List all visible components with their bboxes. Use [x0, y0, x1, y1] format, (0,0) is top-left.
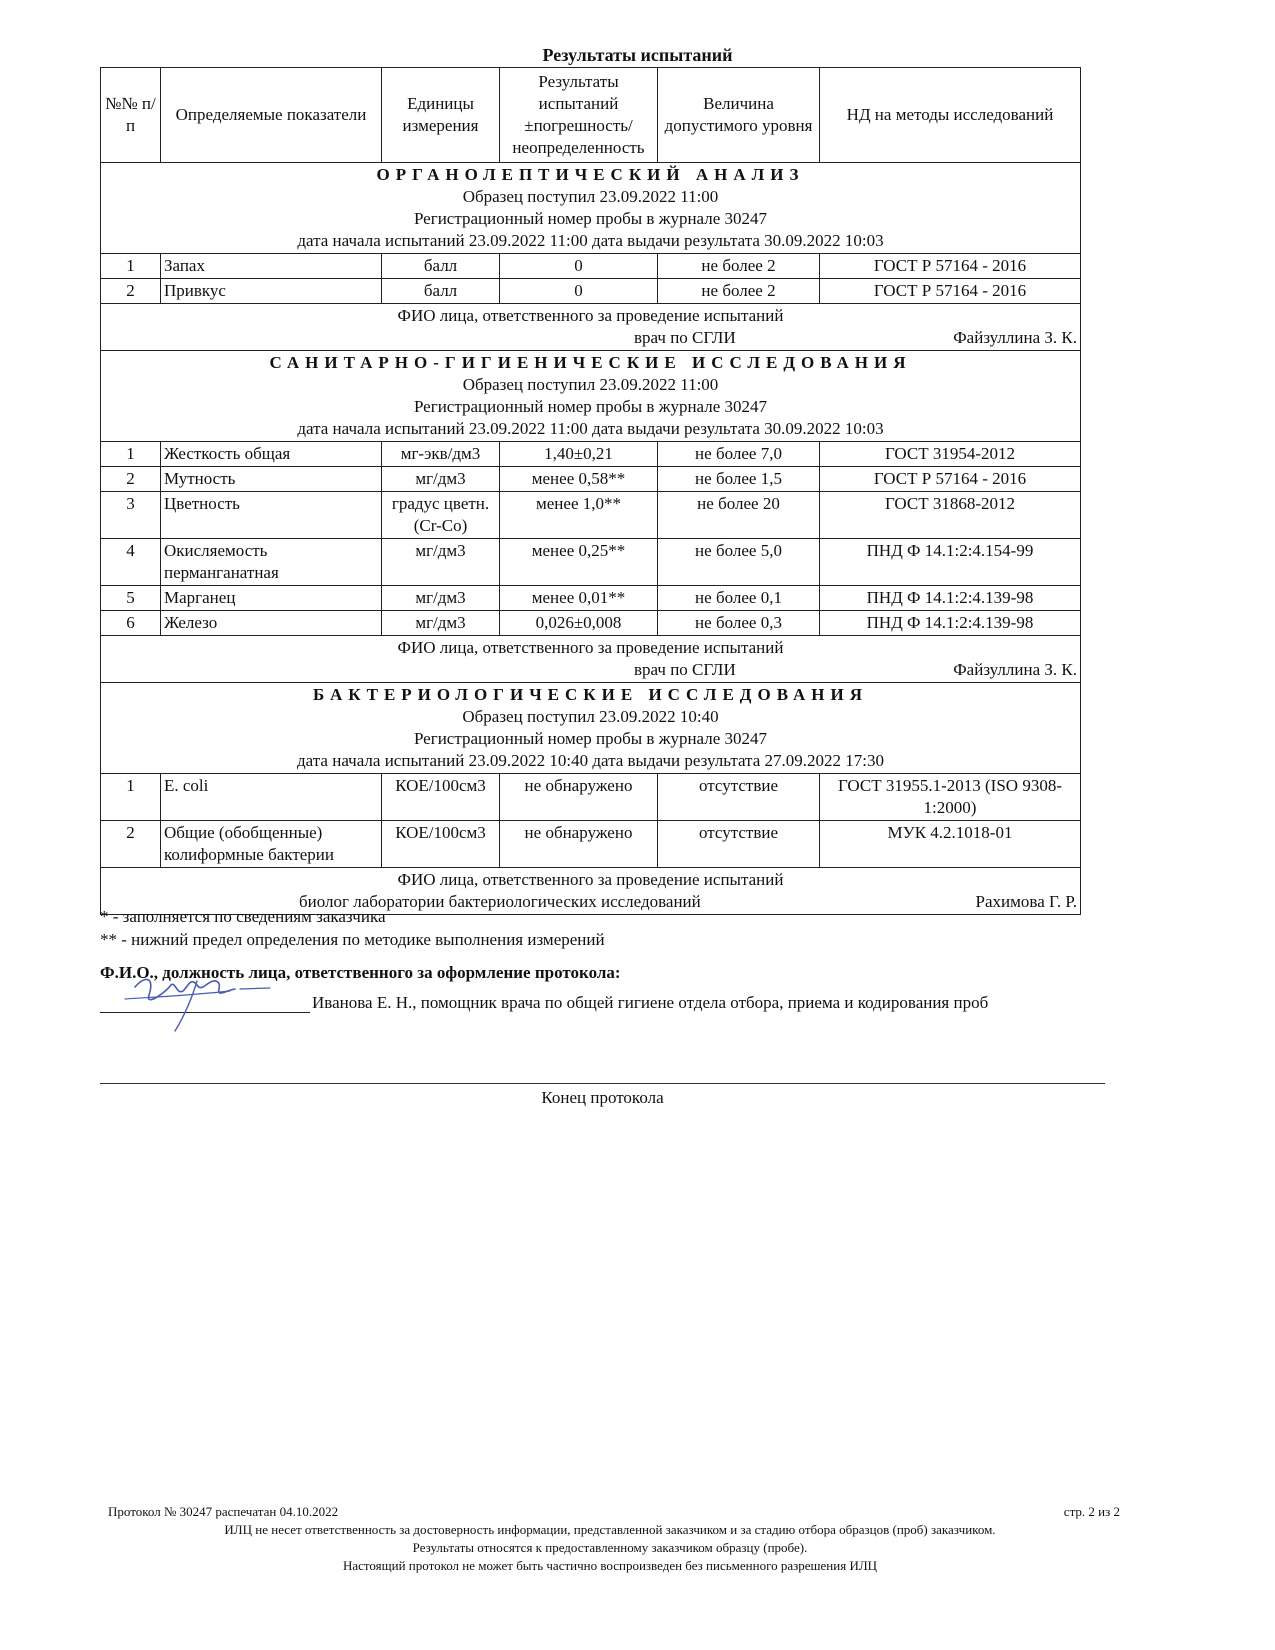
row-limit: не более 2 [658, 279, 820, 304]
row-indicator: Общие (обобщенные) колиформные бактерии [161, 821, 382, 868]
row-indicator: E. coli [161, 774, 382, 821]
row-method: ГОСТ 31955.1-2013 (ISO 9308-1:2000) [820, 774, 1081, 821]
row-unit: КОЕ/100см3 [382, 774, 500, 821]
results-table [100, 67, 1081, 915]
row-unit: мг/дм3 [382, 467, 500, 492]
responsible-line [104, 659, 1077, 681]
responsible-position: врач по СГЛИ [634, 328, 736, 347]
header-limit: Величина допустимого уровня [658, 68, 820, 163]
row-indicator: Привкус [161, 279, 382, 304]
row-unit: мг/дм3 [382, 611, 500, 636]
row-limit: не более 7,0 [658, 442, 820, 467]
section-name: БАКТЕРИОЛОГИЧЕСКИЕ ИССЛЕДОВАНИЯ [313, 685, 868, 704]
table-body [101, 163, 1081, 915]
registration-number: Регистрационный номер пробы в журнале 30247 [413, 209, 768, 228]
row-result: менее 0,01** [500, 586, 658, 611]
responsible-line [104, 327, 1077, 349]
row-indicator: Железо [161, 611, 382, 636]
footnote-detection-limit: ** - нижний предел определения по методике выполнения измерений [100, 930, 605, 949]
row-number: 1 [101, 254, 161, 279]
row-unit: КОЕ/100см3 [382, 821, 500, 868]
row-method: ГОСТ 31954-2012 [820, 442, 1081, 467]
sample-received: Образец поступил 23.09.2022 11:00 [462, 375, 719, 394]
row-result: менее 0,25** [500, 539, 658, 586]
end-divider [100, 1083, 1105, 1084]
table-row [101, 774, 1081, 821]
signoff-person: Иванова Е. Н., помощник врача по общей гигиене отдела отбора, приема и кодирования проб [312, 993, 989, 1012]
row-indicator: Марганец [161, 586, 382, 611]
row-method: ПНД Ф 14.1:2:4.139-98 [820, 611, 1081, 636]
row-indicator: Мутность [161, 467, 382, 492]
row-result: не обнаружено [500, 774, 658, 821]
row-limit: отсутствие [658, 821, 820, 868]
section-header [101, 683, 1081, 774]
row-method: МУК 4.2.1018-01 [820, 821, 1081, 868]
row-number: 5 [101, 586, 161, 611]
footer-disclaimer: ИЛЦ не несет ответственность за достоверность информации, представленной заказчиком и за стадию отбора образцов (проб) заказчиком. [224, 1522, 996, 1537]
header-indicator: Определяемые показатели [161, 68, 382, 163]
header-number: №№ п/п [101, 68, 161, 163]
section-header [101, 163, 1081, 254]
footnote-customer: * - заполняется по сведениям заказчика [100, 907, 386, 926]
handwritten-signature [105, 955, 275, 1035]
responsible-name: Файзуллина З. К. [953, 328, 1077, 347]
table-row [101, 467, 1081, 492]
row-number: 2 [101, 279, 161, 304]
row-limit: не более 5,0 [658, 539, 820, 586]
table-header-row [101, 68, 1081, 163]
footnotes [100, 905, 605, 951]
section-header-row [101, 683, 1081, 774]
footer-results-note: Результаты относятся к предоставленному заказчиком образцу (пробе). [412, 1540, 808, 1555]
row-method: ПНД Ф 14.1:2:4.154-99 [820, 539, 1081, 586]
responsible-row [101, 636, 1081, 683]
table-row [101, 821, 1081, 868]
section-name: ОРГАНОЛЕПТИЧЕСКИЙ АНАЛИЗ [376, 165, 805, 184]
row-number: 3 [101, 492, 161, 539]
row-result: 0,026±0,008 [500, 611, 658, 636]
row-result: не обнаружено [500, 821, 658, 868]
row-method: ПНД Ф 14.1:2:4.139-98 [820, 586, 1081, 611]
row-indicator: Жесткость общая [161, 442, 382, 467]
header-method: НД на методы исследований [820, 68, 1081, 163]
test-dates: дата начала испытаний 23.09.2022 11:00 дата выдачи результата 30.09.2022 10:03 [297, 419, 884, 438]
table-row [101, 492, 1081, 539]
responsible-title: ФИО лица, ответственного за проведение испытаний [397, 306, 784, 325]
row-number: 1 [101, 774, 161, 821]
row-limit: не более 2 [658, 254, 820, 279]
row-unit: мг/дм3 [382, 586, 500, 611]
row-limit: отсутствие [658, 774, 820, 821]
end-of-protocol: Конец протокола [541, 1088, 664, 1107]
responsible-position: биолог лаборатории бактериологических исследований [299, 892, 701, 911]
row-limit: не более 20 [658, 492, 820, 539]
table-row [101, 586, 1081, 611]
row-number: 2 [101, 821, 161, 868]
footer-protocol-printed: Протокол № 30247 распечатан 04.10.2022 [108, 1504, 339, 1519]
footer-page-number: стр. 2 из 2 [1063, 1504, 1120, 1519]
row-method: ГОСТ 31868-2012 [820, 492, 1081, 539]
responsible-row [101, 304, 1081, 351]
row-method: ГОСТ Р 57164 - 2016 [820, 279, 1081, 304]
row-indicator: Запах [161, 254, 382, 279]
section-name: САНИТАРНО-ГИГИЕНИЧЕСКИЕ ИССЛЕДОВАНИЯ [269, 353, 912, 372]
signoff-heading: Ф.И.О., должность лица, ответственного за оформление протокола: [100, 963, 621, 982]
row-number: 6 [101, 611, 161, 636]
row-indicator: Окисляемость перманганатная [161, 539, 382, 586]
registration-number: Регистрационный номер пробы в журнале 30247 [413, 729, 768, 748]
row-method: ГОСТ Р 57164 - 2016 [820, 467, 1081, 492]
table-row [101, 279, 1081, 304]
row-limit: не более 0,3 [658, 611, 820, 636]
page-title: Результаты испытаний [542, 45, 733, 65]
header-unit: Единицы измерения [382, 68, 500, 163]
registration-number: Регистрационный номер пробы в журнале 30247 [413, 397, 768, 416]
responsible-title: ФИО лица, ответственного за проведение испытаний [397, 638, 784, 657]
page-footer [100, 1504, 1120, 1576]
footer-reproduction-note: Настоящий протокол не может быть частично воспроизведен без письменного разрешения ИЛЦ [342, 1558, 878, 1573]
responsible-name: Файзуллина З. К. [953, 660, 1077, 679]
table-row [101, 442, 1081, 467]
row-result: 1,40±0,21 [500, 442, 658, 467]
row-unit: балл [382, 279, 500, 304]
row-result: 0 [500, 254, 658, 279]
responsible-title: ФИО лица, ответственного за проведение испытаний [397, 870, 784, 889]
section-header-row [101, 163, 1081, 254]
row-unit: градус цветн.(Cr-Co) [382, 492, 500, 539]
row-result: менее 0,58** [500, 467, 658, 492]
responsible-cell [101, 304, 1081, 351]
table-row [101, 539, 1081, 586]
row-number: 1 [101, 442, 161, 467]
row-number: 2 [101, 467, 161, 492]
section-header-row [101, 351, 1081, 442]
row-unit: мг/дм3 [382, 539, 500, 586]
responsible-name: Рахимова Г. Р. [975, 892, 1077, 911]
header-result: Результаты испытаний ±погрешность/ неопределенность [500, 68, 658, 163]
row-limit: не более 0,1 [658, 586, 820, 611]
table-row [101, 611, 1081, 636]
row-result: 0 [500, 279, 658, 304]
sample-received: Образец поступил 23.09.2022 10:40 [462, 707, 719, 726]
footer-top-row [100, 1504, 1120, 1522]
row-indicator: Цветность [161, 492, 382, 539]
test-dates: дата начала испытаний 23.09.2022 10:40 дата выдачи результата 27.09.2022 17:30 [297, 751, 884, 770]
row-method: ГОСТ Р 57164 - 2016 [820, 254, 1081, 279]
row-limit: не более 1,5 [658, 467, 820, 492]
table-row [101, 254, 1081, 279]
test-dates: дата начала испытаний 23.09.2022 11:00 дата выдачи результата 30.09.2022 10:03 [297, 231, 884, 250]
section-header [101, 351, 1081, 442]
row-result: менее 1,0** [500, 492, 658, 539]
sample-received: Образец поступил 23.09.2022 11:00 [462, 187, 719, 206]
row-unit: мг-экв/дм3 [382, 442, 500, 467]
row-number: 4 [101, 539, 161, 586]
responsible-position: врач по СГЛИ [634, 660, 736, 679]
row-unit: балл [382, 254, 500, 279]
responsible-cell [101, 636, 1081, 683]
